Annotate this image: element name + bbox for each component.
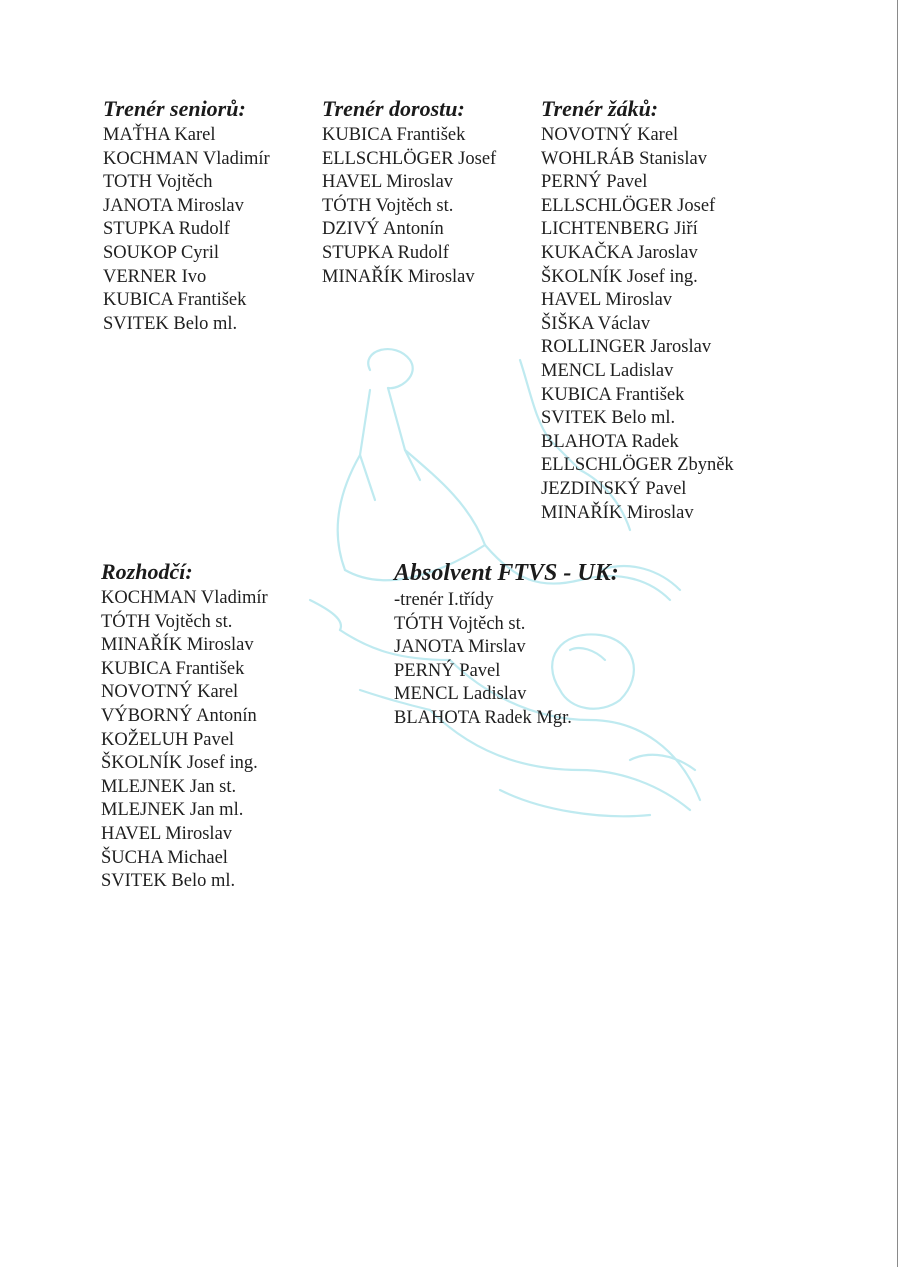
list-item: HAVEL Miroslav (101, 823, 233, 844)
list-item: STUPKA Rudolf (322, 242, 449, 263)
list-item: BLAHOTA Radek (541, 431, 679, 452)
juniors-heading: Trenér dorostu: (322, 96, 465, 121)
list-item: JEZDINSKÝ Pavel (541, 478, 687, 499)
list-item: BLAHOTA Radek Mgr. (394, 707, 572, 728)
list-item: ŠIŠKA Václav (541, 313, 651, 334)
juniors-coaches-section (322, 96, 496, 289)
list-item: ELLSCHLÖGER Zbyněk (541, 455, 734, 476)
list-item: PERNÝ Pavel (541, 172, 648, 193)
pupils-heading: Trenér žáků: (541, 96, 659, 121)
page-edge-line (897, 0, 898, 1267)
list-item: KOCHMAN Vladimír (103, 148, 270, 169)
list-item: KUBICA František (101, 658, 245, 679)
list-item: ŠKOLNÍK Josef ing. (541, 266, 698, 287)
list-item: NOVOTNÝ Karel (101, 682, 239, 703)
list-item: ELLSCHLÖGER Josef (541, 195, 716, 216)
referees-heading: Rozhodčí: (101, 559, 193, 584)
list-item: SOUKOP Cyril (103, 242, 219, 263)
list-item: MINAŘÍK Miroslav (101, 635, 254, 656)
list-item: ELLSCHLÖGER Josef (322, 148, 497, 169)
list-item: ŠKOLNÍK Josef ing. (101, 753, 258, 774)
list-item: KOCHMAN Vladimír (101, 588, 268, 608)
list-item: MLEJNEK Jan st. (101, 776, 237, 797)
list-item: TOTH Vojtěch (103, 172, 213, 193)
list-item: MENCL Ladislav (394, 684, 527, 705)
list-item: JANOTA Mirslav (394, 637, 526, 658)
graduates-section (394, 559, 619, 731)
juniors-list (322, 124, 496, 289)
list-item: SVITEK Belo ml. (101, 871, 236, 892)
list-item: MENCL Ladislav (541, 360, 674, 381)
pupils-coaches-section (541, 96, 734, 525)
list-item: KUBICA František (103, 290, 247, 311)
pupils-list (541, 124, 734, 525)
seniors-heading: Trenér seniorů: (103, 96, 246, 121)
graduates-heading: Absolvent FTVS - UK: (394, 560, 619, 586)
list-item: WOHLRÁB Stanislav (541, 148, 707, 169)
list-item: VERNER Ivo (103, 266, 207, 287)
list-item: NOVOTNÝ Karel (541, 125, 679, 145)
list-item: TÓTH Vojtěch st. (394, 613, 526, 634)
list-item: PERNÝ Pavel (394, 660, 501, 681)
list-item: TÓTH Vojtěch st. (101, 611, 233, 632)
list-item: MLEJNEK Jan ml. (101, 800, 244, 821)
list-item: KUBICA František (541, 384, 685, 405)
referees-section (101, 559, 268, 894)
list-item: MAŤHA Karel (103, 125, 216, 145)
seniors-coaches-section (103, 96, 270, 336)
list-item: TÓTH Vojtěch st. (322, 195, 454, 216)
list-item: ŠUCHA Michael (101, 847, 228, 868)
list-item: KOŽELUH Pavel (101, 729, 235, 750)
list-item: HAVEL Miroslav (322, 172, 454, 193)
list-item: MINAŘÍK Miroslav (541, 502, 694, 523)
list-item: -trenér I.třídy (394, 590, 494, 610)
list-item: ROLLINGER Jaroslav (541, 337, 712, 358)
list-item: KUBICA František (322, 125, 466, 145)
list-item: HAVEL Miroslav (541, 290, 673, 311)
seniors-list (103, 124, 270, 336)
list-item: STUPKA Rudolf (103, 219, 230, 240)
list-item: SVITEK Belo ml. (541, 408, 676, 429)
list-item: LICHTENBERG Jiří (541, 219, 698, 240)
graduates-list (394, 589, 619, 731)
list-item: VÝBORNÝ Antonín (101, 705, 257, 726)
list-item: SVITEK Belo ml. (103, 313, 238, 334)
referees-list (101, 587, 268, 894)
list-item: KUKAČKA Jaroslav (541, 242, 698, 263)
list-item: DZIVÝ Antonín (322, 219, 444, 240)
list-item: MINAŘÍK Miroslav (322, 266, 475, 287)
list-item: JANOTA Miroslav (103, 195, 244, 216)
